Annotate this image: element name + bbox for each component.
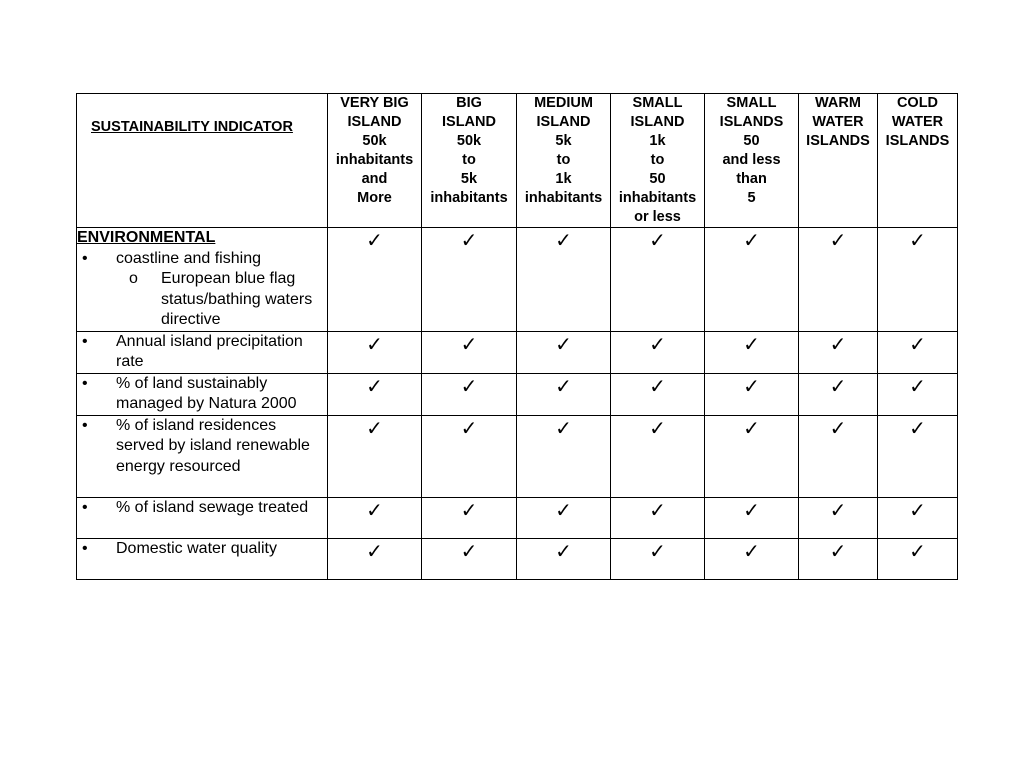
header-line: VERY BIG: [340, 95, 409, 111]
checkmark-icon: ✓: [611, 373, 705, 415]
indicator-label: % of land sustainably managed by Natura 2000: [116, 374, 297, 412]
indicator-label: coastline and fishing: [116, 249, 261, 267]
table-row: [77, 228, 958, 332]
header-line: ISLANDS: [719, 114, 784, 130]
indicator-label: Domestic water quality: [116, 539, 277, 557]
checkmark-icon: ✓: [878, 497, 958, 538]
table-row: [77, 538, 958, 579]
bullet-item: [77, 374, 327, 415]
checkmark-icon: ✓: [422, 538, 517, 579]
checkmark-icon: ✓: [611, 415, 705, 497]
checkmark-icon: ✓: [517, 228, 611, 332]
bullet-icon: •: [82, 249, 88, 267]
header-line: 50k: [362, 133, 387, 149]
header-line: 1k: [555, 171, 572, 187]
indicator-header-label: SUSTAINABILITY INDICATOR: [91, 119, 293, 135]
header-line: 50: [743, 133, 760, 149]
checkmark-icon: ✓: [611, 228, 705, 332]
bullet-icon: •: [82, 498, 88, 516]
checkmark-icon: ✓: [799, 228, 878, 332]
header-line: to: [462, 152, 476, 168]
checkmark-icon: ✓: [328, 228, 422, 332]
checkmark-icon: ✓: [328, 331, 422, 373]
header-line: 5k: [460, 171, 478, 187]
header-line: and: [361, 171, 388, 187]
indicator-label: Annual island precipitation rate: [116, 332, 303, 370]
indicator-cell: [77, 497, 328, 538]
header-line: 50: [649, 171, 666, 187]
sub-bullet-icon: o: [129, 270, 138, 287]
indicator-cell: [77, 331, 328, 373]
header-line: ISLAND: [536, 114, 591, 130]
indicator-label: % of island residences served by island renewable energy resourced: [116, 416, 310, 475]
header-line: ISLANDS: [885, 133, 950, 149]
checkmark-icon: ✓: [422, 373, 517, 415]
checkmark-icon: ✓: [878, 331, 958, 373]
column-header-very-big-island: [328, 94, 422, 228]
header-line: than: [736, 171, 767, 187]
bullet-item: [77, 539, 327, 560]
header-line: ISLAND: [442, 114, 496, 130]
checkmark-icon: ✓: [799, 538, 878, 579]
header-line: WATER: [891, 114, 944, 130]
checkmark-icon: ✓: [878, 415, 958, 497]
checkmark-icon: ✓: [705, 497, 799, 538]
header-line: SMALL: [726, 95, 777, 111]
bullet-icon: •: [82, 416, 88, 434]
header-line: MEDIUM: [534, 95, 593, 111]
indicator-cell: [77, 415, 328, 497]
header-line: 5: [747, 190, 756, 206]
checkmark-icon: ✓: [422, 228, 517, 332]
column-header-big-island: [422, 94, 517, 228]
checkmark-icon: ✓: [705, 538, 799, 579]
checkmark-icon: ✓: [517, 538, 611, 579]
header-row: [77, 94, 958, 228]
bullet-icon: •: [82, 539, 88, 557]
header-line: BIG: [456, 95, 482, 111]
header-line: WARM: [815, 95, 861, 111]
header-line: More: [357, 190, 392, 206]
column-header-small-islands: [705, 94, 799, 228]
header-line: ISLANDS: [806, 133, 870, 149]
bullet-icon: •: [82, 374, 88, 392]
checkmark-icon: ✓: [422, 415, 517, 497]
checkmark-icon: ✓: [878, 373, 958, 415]
bullet-item: [77, 332, 327, 373]
header-line: to: [556, 152, 571, 168]
header-line: COLD: [896, 95, 939, 111]
header-line: inhabitants: [618, 190, 697, 206]
checkmark-icon: ✓: [611, 331, 705, 373]
header-line: inhabitants: [524, 190, 603, 206]
table-row: [77, 373, 958, 415]
column-header-warm-water-islands: [799, 94, 878, 228]
checkmark-icon: ✓: [799, 497, 878, 538]
header-line: ISLAND: [347, 114, 402, 130]
section-title: ENVIRONMENTAL: [77, 229, 216, 246]
checkmark-icon: ✓: [878, 538, 958, 579]
indicator-cell: [77, 228, 328, 332]
checkmark-icon: ✓: [517, 373, 611, 415]
header-line: SMALL: [632, 95, 683, 111]
bullet-item: [77, 249, 327, 270]
bullet-item: [77, 416, 327, 478]
sub-indicator-label: European blue flag status/bathing waters directive: [161, 270, 313, 328]
checkmark-icon: ✓: [328, 373, 422, 415]
sub-bullet-item: [77, 269, 327, 331]
checkmark-icon: ✓: [611, 497, 705, 538]
indicator-column-header: [77, 94, 328, 228]
column-header-small-island: [611, 94, 705, 228]
header-line: WATER: [812, 114, 864, 130]
header-line: or less: [634, 209, 681, 225]
bullet-item: [77, 498, 327, 519]
indicator-cell: [77, 538, 328, 579]
indicator-label: % of island sewage treated: [116, 498, 309, 516]
checkmark-icon: ✓: [705, 415, 799, 497]
indicator-cell: [77, 373, 328, 415]
checkmark-icon: ✓: [705, 331, 799, 373]
table-row: [77, 415, 958, 497]
checkmark-icon: ✓: [517, 415, 611, 497]
header-line: and less: [722, 152, 781, 168]
checkmark-icon: ✓: [705, 373, 799, 415]
header-line: to: [650, 152, 665, 168]
bullet-icon: •: [82, 332, 88, 350]
checkmark-icon: ✓: [328, 497, 422, 538]
header-line: 1k: [649, 133, 666, 149]
header-line: ISLAND: [630, 114, 685, 130]
checkmark-icon: ✓: [799, 331, 878, 373]
header-line: inhabitants: [335, 152, 414, 168]
checkmark-icon: ✓: [799, 415, 878, 497]
header-line: 5k: [555, 133, 572, 149]
column-header-cold-water-islands: [878, 94, 958, 228]
checkmark-icon: ✓: [422, 497, 517, 538]
checkmark-icon: ✓: [328, 415, 422, 497]
column-header-medium-island: [517, 94, 611, 228]
header-line: inhabitants: [430, 190, 508, 206]
header-line: 50k: [456, 133, 482, 149]
checkmark-icon: ✓: [328, 538, 422, 579]
checkmark-icon: ✓: [878, 228, 958, 332]
checkmark-icon: ✓: [705, 228, 799, 332]
checkmark-icon: ✓: [799, 373, 878, 415]
table-row: [77, 497, 958, 538]
checkmark-icon: ✓: [517, 497, 611, 538]
checkmark-icon: ✓: [611, 538, 705, 579]
checkmark-icon: ✓: [422, 331, 517, 373]
table-row: [77, 331, 958, 373]
checkmark-icon: ✓: [517, 331, 611, 373]
sustainability-indicator-table: [76, 93, 958, 580]
